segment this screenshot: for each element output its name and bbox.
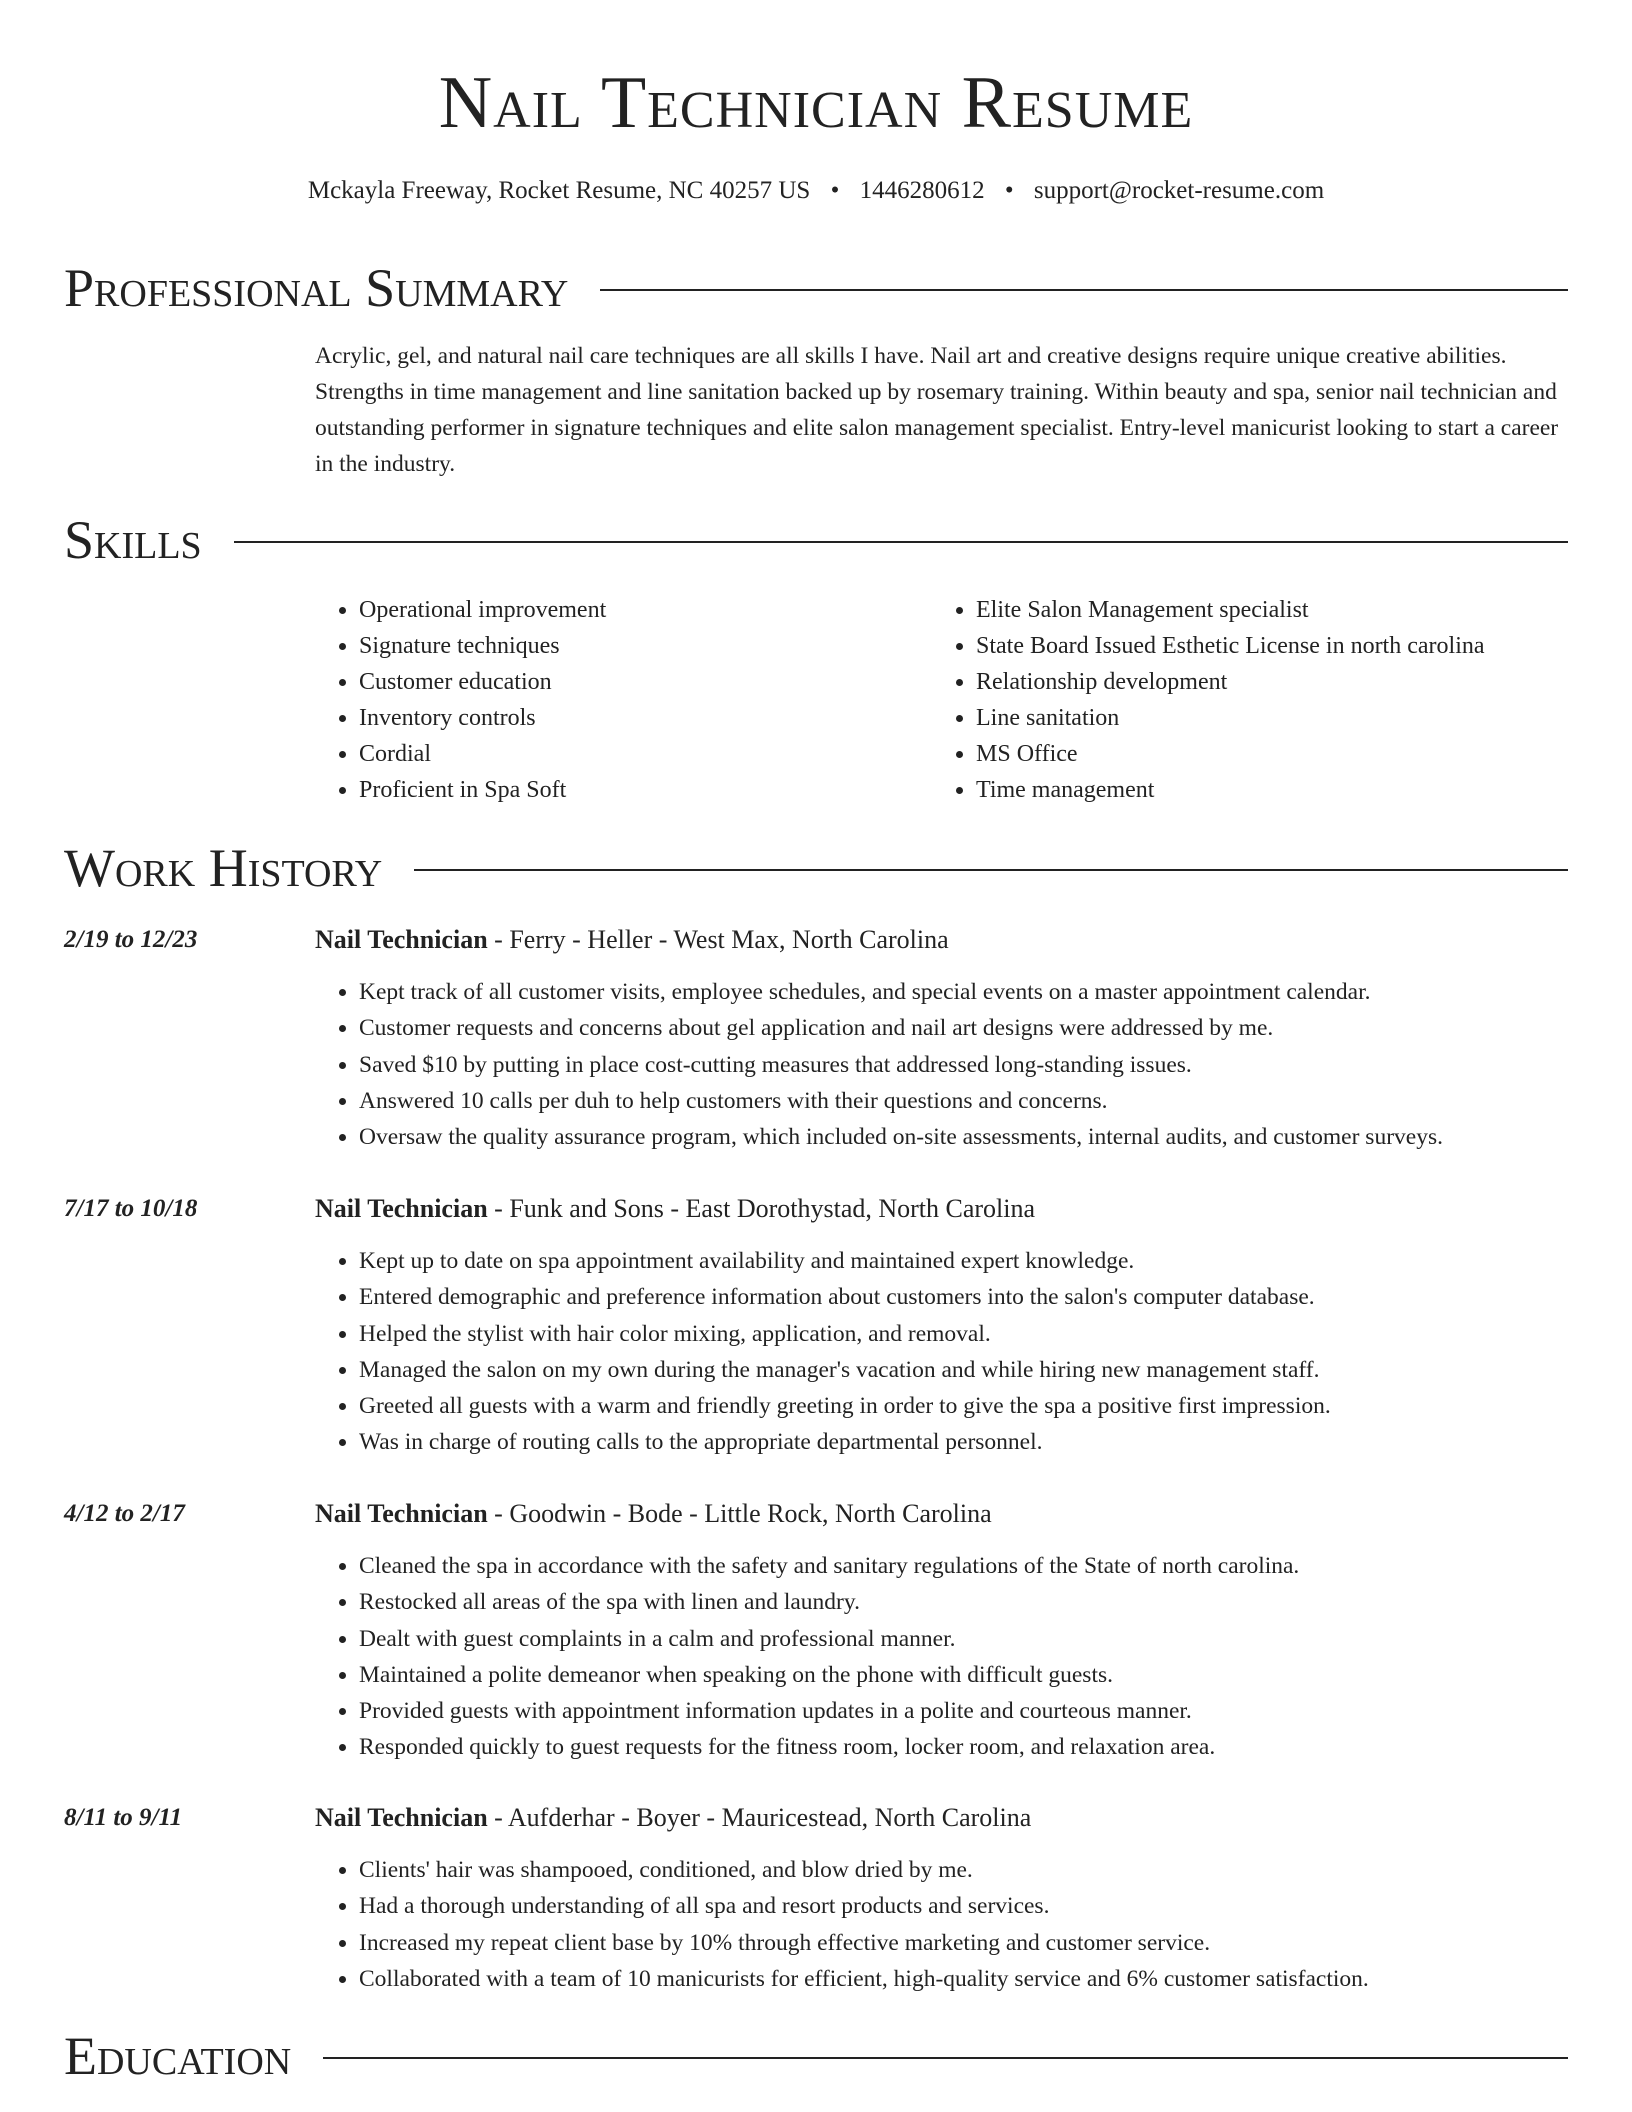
contact-address: Mckayla Freeway, Rocket Resume, NC 40257 US: [307, 177, 811, 204]
job-company: - Goodwin - Bode - Little Rock, North Carolina: [487, 1499, 992, 1528]
job-bullet: • Entered demographic and preference information about customers into the salon's computer database.: [359, 1279, 1568, 1315]
job-heading: [315, 1496, 992, 1532]
job-heading: [315, 1800, 1031, 1836]
job-bullet: • Restocked all areas of the spa with linen and laundry.: [359, 1584, 1568, 1620]
summary-block: [315, 338, 1568, 482]
job-bullet: • Dealt with guest complaints in a calm and professional manner.: [359, 1621, 1568, 1657]
resume-title: Nail Technician Resume: [438, 62, 1194, 144]
skill-item: • Cordial: [359, 736, 932, 772]
section-divider: [323, 2057, 1568, 2059]
job-dates: 8/11 to 9/11: [64, 1804, 183, 1831]
job-bullet: • Greeted all guests with a warm and friendly greeting in order to give the spa a positive first impression.: [359, 1388, 1568, 1424]
job-bullet: • Saved $10 by putting in place cost-cutting measures that addressed long-standing issues.: [359, 1047, 1568, 1083]
contact-email: support@rocket-resume.com: [1033, 177, 1325, 204]
job-heading: [315, 1191, 1035, 1227]
skills-list-right: [932, 592, 1549, 808]
section-divider: [600, 289, 1568, 291]
skill-item: • Operational improvement: [359, 592, 932, 628]
job-bullet: • Oversaw the quality assurance program, which included on-site assessments, internal audits, and customer surveys.: [359, 1119, 1568, 1155]
skill-item: • MS Office: [976, 736, 1549, 772]
skill-item: • Proficient in Spa Soft: [359, 772, 932, 808]
job-title: Nail Technician: [315, 1194, 488, 1223]
job-dates: 2/19 to 12/23: [64, 926, 198, 953]
job-bullet: • Cleaned the spa in accordance with the safety and sanitary regulations of the State of north carolina.: [359, 1548, 1568, 1584]
skill-item: • Inventory controls: [359, 700, 932, 736]
skill-item: • Line sanitation: [976, 700, 1549, 736]
contact-separator: •: [1004, 177, 1014, 204]
skills-block: [315, 592, 1568, 808]
skill-item: • Customer education: [359, 664, 932, 700]
job-bullet: • Was in charge of routing calls to the appropriate departmental personnel.: [359, 1424, 1568, 1460]
skill-item: • Signature techniques: [359, 628, 932, 664]
section-title: Work History: [64, 838, 383, 898]
job-title: Nail Technician: [315, 1499, 488, 1528]
skill-item: • Elite Salon Management specialist: [976, 592, 1549, 628]
section-header-work: [64, 836, 1568, 900]
job-bullet: • Responded quickly to guest requests for the fitness room, locker room, and relaxation area.: [359, 1729, 1568, 1765]
job-bullets: [315, 974, 1568, 1155]
job-bullet: • Kept up to date on spa appointment availability and maintained expert knowledge.: [359, 1243, 1568, 1279]
job-bullet: • Answered 10 calls per duh to help customers with their questions and concerns.: [359, 1083, 1568, 1119]
section-header-education: [64, 2024, 1568, 2088]
contact-phone: 1446280612: [859, 177, 985, 204]
skills-list-left: [315, 592, 932, 808]
job-heading: [315, 922, 949, 958]
job-bullet: • Managed the salon on my own during the manager's vacation and while hiring new management staff.: [359, 1352, 1568, 1388]
job-bullet: • Maintained a polite demeanor when speaking on the phone with difficult guests.: [359, 1657, 1568, 1693]
job-dates: 7/17 to 10/18: [64, 1195, 198, 1222]
job-bullet: • Customer requests and concerns about gel application and nail art designs were addressed by me.: [359, 1010, 1568, 1046]
section-title: Professional Summary: [64, 258, 569, 318]
summary-text: Acrylic, gel, and natural nail care techniques are all skills I have. Nail art and creative designs require unique creative abilities. Strengths in time management and line sanitation backed up by rosemary training. Within beauty and spa, senior nail technician and outstanding performer in signature techniques and elite salon management specialist. Entry-level manicurist looking to start a career in the industry.: [315, 343, 1559, 477]
section-header-summary: [64, 256, 1568, 320]
job-bullet: • Increased my repeat client base by 10% through effective marketing and customer service.: [359, 1925, 1568, 1961]
job-bullets: [315, 1243, 1568, 1461]
contact-separator: •: [830, 177, 840, 204]
job-company: - Funk and Sons - East Dorothystad, North Carolina: [487, 1194, 1036, 1223]
job-company: - Aufderhar - Boyer - Mauricestead, North Carolina: [487, 1803, 1032, 1832]
job-bullets: [315, 1852, 1568, 1997]
job-title: Nail Technician: [315, 925, 488, 954]
job-bullet: • Collaborated with a team of 10 manicurists for efficient, high-quality service and 6% customer satisfaction.: [359, 1961, 1568, 1997]
job-bullet: • Helped the stylist with hair color mixing, application, and removal.: [359, 1316, 1568, 1352]
job-bullet: • Clients' hair was shampooed, conditioned, and blow dried by me.: [359, 1852, 1568, 1888]
contact-line: [64, 174, 1568, 208]
job-bullet: • Provided guests with appointment information updates in a polite and courteous manner.: [359, 1693, 1568, 1729]
job-dates: 4/12 to 2/17: [64, 1500, 185, 1527]
job-bullet: • Kept track of all customer visits, employee schedules, and special events on a master appointment calendar.: [359, 974, 1568, 1010]
section-divider: [234, 541, 1568, 543]
section-header-skills: [64, 508, 1568, 572]
section-title: Education: [64, 2026, 292, 2086]
job-bullets: [315, 1548, 1568, 1766]
section-title: Skills: [64, 510, 202, 570]
skill-item: • Time management: [976, 772, 1549, 808]
skill-item: • State Board Issued Esthetic License in north carolina: [976, 628, 1549, 664]
section-divider: [414, 869, 1568, 871]
skill-item: • Relationship development: [976, 664, 1549, 700]
job-title: Nail Technician: [315, 1803, 488, 1832]
job-bullet: • Had a thorough understanding of all spa and resort products and services.: [359, 1888, 1568, 1924]
job-company: - Ferry - Heller - West Max, North Carolina: [487, 925, 949, 954]
